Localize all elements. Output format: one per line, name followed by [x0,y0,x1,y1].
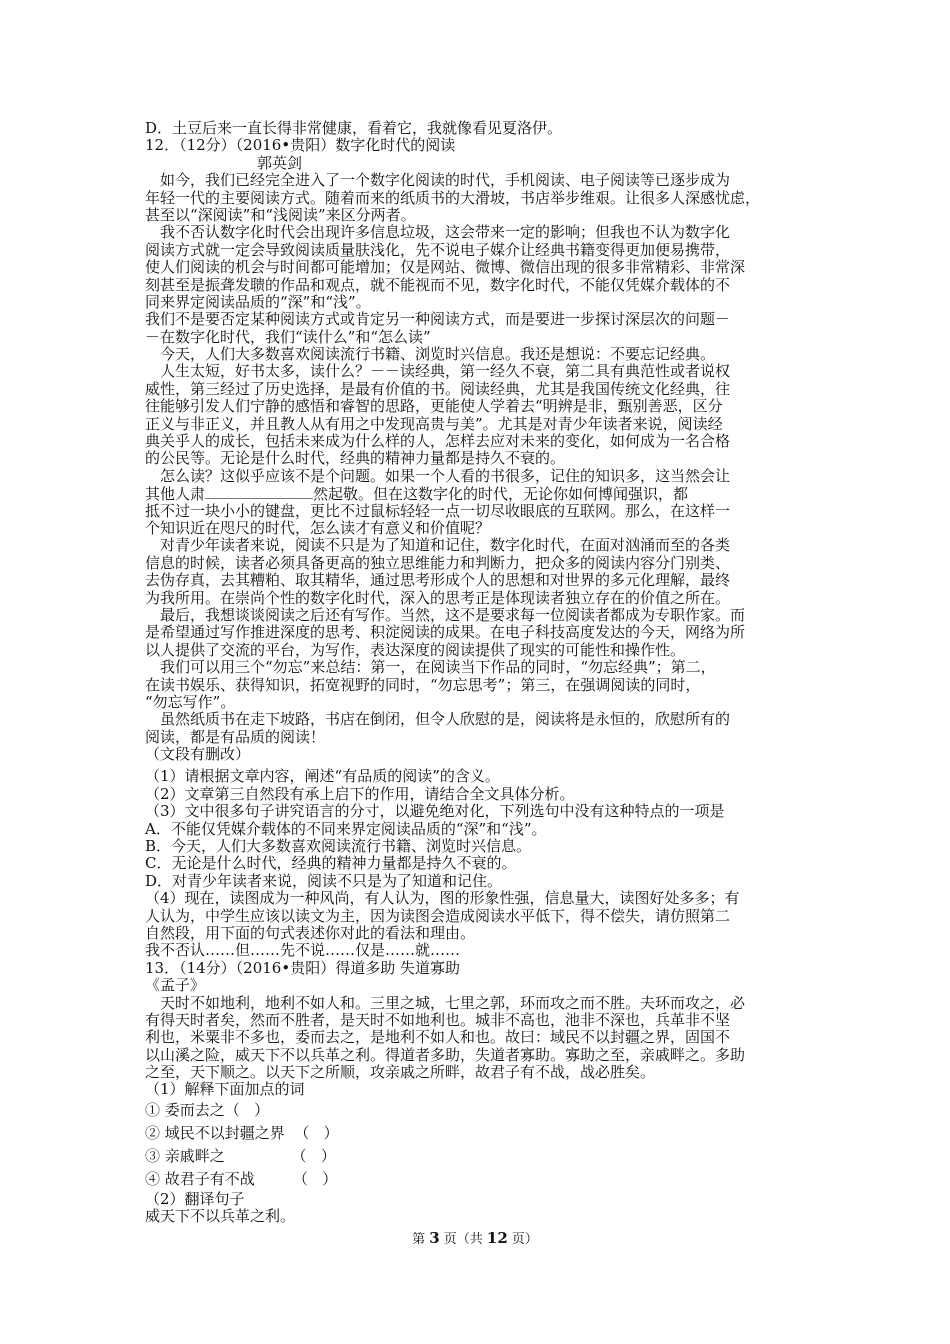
word-item: ④ 故君子有不战 （ ） [145,1169,338,1188]
word-item: ② 域民不以封疆之界 （ ） [145,1123,339,1142]
passage-line: 最后，我想谈谈阅读之后还有写作。当然，这不是要求每一位阅读者都成为专职作家。而 [160,605,746,624]
q12-author: 郭英剑 [257,153,303,172]
word-item: ③ 亲戚畔之 （ ） [145,1146,336,1165]
footer-middle: 页（共 [439,1232,487,1247]
option-a: A．不能仅凭媒介载体的不同来界定阅读品质的“深”和“浅”。 [145,819,547,838]
passage-line: 以山溪之险，威天下不以兵革之利。得道者多助，失道者寡助。寡助之至，亲戚畔之。多助 [145,1045,746,1064]
passage-line: 使人们阅读的机会与时间都可能增加；仅是网站、微博、微信出现的很多非常精彩、非常深 [145,258,746,277]
fill-in-blank [205,485,313,499]
page-footer [0,1228,950,1247]
passage-line: 正义与非正义，并且教人从有用之中发现高贵与美”。尤其是对青少年读者来说，阅读经 [145,414,723,433]
passage-line: 之至，天下顺之。以天下之所顺，攻亲戚之所畔，故君子有不战，战必胜矣。 [145,1063,656,1082]
passage-line: 今天，人们大多数喜欢阅读流行书籍、浏览时兴信息。我还是想说：不要忘记经典。 [160,345,716,364]
passage-line: 为我所用。在崇尚个性的数字化时代，深入的思考正是体现读者独立存在的价值之所在。 [145,588,731,607]
passage-line: 典关乎人的成长，包括未来成为什么样的人，怎样去应对未来的变化，如何成为一名合格 [145,432,731,451]
passage-line: 年轻一代的主要阅读方式。随着而来的纸质书的大滑坡，书店举步维艰。让很多人深感忧虑， [145,188,761,207]
passage-line: －在数字化时代，我们“读什么”和“怎么读” [145,327,431,346]
question-line: 自然段，用下面的句式表述你对此的看法和理由。 [145,923,476,942]
q13-sub1: （1）解释下面加点的词 [145,1080,305,1099]
passage-fragment: 其他人肃 [145,485,206,504]
passage-line: 在读书娱乐、获得知识，拓宽视野的同时，“勿忘思考”；第三，在强调阅读的同时， [145,675,701,694]
passage-line: 往能够引发人们宁静的感悟和睿智的思路，更能使人学着去“明辨是非，甄别善恶，区分 [145,397,723,416]
q11-option-d: D．土豆后来一直长得非常健康，看着它，我就像看见夏洛伊。 [145,119,563,137]
passage-line: 对青少年读者来说，阅读不只是为了知道和记住，数字化时代，在面对汹涌而至的各类 [160,536,731,555]
option-b: B．今天，人们大多数喜欢阅读流行书籍、浏览时兴信息。 [145,837,532,856]
q12-questions [145,768,810,959]
passage-note: （文段有删改） [145,745,251,764]
passage-line: 虽然纸质书在走下坡路，书店在倒闭，但令人欣慰的是，阅读将是永恒的，欣慰所有的 [160,710,731,729]
passage-line: 我们不是要否定某种阅读方式或肯定另一种阅读方式，而是要进一步探讨深层次的问题－ [145,310,731,329]
passage-line: “勿忘写作”。 [145,692,236,711]
q12-passage [145,172,810,763]
passage-line: 抵不过一块小小的键盘，更比不过鼠标轻轻一点一切尽收眼底的互联网。那么，在这样一 [145,501,731,520]
footer-suffix: 页） [507,1232,538,1247]
passage-line: 有得天时者矣，然而不胜者，是天时不如地利也。城非不高也，池非不深也，兵革非不坚 [145,1010,731,1029]
q13-translate-sentence: 威天下不以兵革之利。 [145,1207,296,1226]
question-line: （4）现在，读图成为一种风尚，有人认为，图的形象性强，信息量大，读图好处多多；有 [145,889,740,908]
passage-line: 怎么读？这似乎应该不是个问题。如果一个人看的书很多，记住的知识多，这当然会让 [160,466,731,485]
q13-sub2: （2）翻译句子 [145,1189,245,1208]
passage-line: 阅读方式就一定会导致阅读质量肤浅化，先不说电子媒介让经典书籍变得更加便易携带， [145,240,731,259]
passage-line: 如今，我们已经完全进入了一个数字化阅读的时代，手机阅读、电子阅读等已逐步成为 [160,171,731,190]
passage-fragment: 然起敬。但在这数字化的时代，无论你如何博闻强识，都 [313,485,689,504]
footer-prefix: 第 [412,1232,430,1247]
option-d: D．对青少年读者来说，阅读不只是为了知道和记住。 [145,871,503,890]
passage-line: 天时不如地利，地利不如人和。三里之城，七里之郭，环而攻之而不胜。夫环而攻之，必 [160,993,746,1012]
passage-line: 甚至以“深阅读”和“浅阅读”来区分两者。 [145,205,416,224]
current-page-number: 3 [429,1229,440,1247]
word-item: ① 委而去之（ ） [145,1100,270,1119]
passage-line: 人生太短，好书太多，读什么？－－读经典，第一经久不衰，第二具有典范性或者说权 [160,362,731,381]
passage-line: 阅读，都是有品质的阅读！ [145,727,326,746]
passage-line: 威性，第三经过了历史选择，是最有价值的书。阅读经典，尤其是我国传统文化经典，往 [145,379,731,398]
q13-title: 13．（14分）（2016•贵阳）得道多助 失道寡助 [145,958,460,977]
question-line: （1）请根据文章内容，阐述“有品质的阅读”的含义。 [145,767,500,786]
passage-line: 去伪存真，去其糟粕、取其精华，通过思考形成个人的思想和对世界的多元化理解，最终 [145,571,731,590]
question-line: 人认为，中学生应该以读文为主，因为读图会造成阅读水平低下，得不偿失，请仿照第二 [145,906,731,925]
passage-line: 利也，米粟非不多也，委而去之，是地利不如人和也。故曰：域民不以封疆之界，固国不 [145,1028,731,1047]
q13-source: 《孟子》 [145,976,206,995]
question-line: （3）文中很多句子讲究语言的分寸，以避免绝对化，下列选句中没有这种特点的一项是 [145,802,725,821]
passage-line: 以人提供了交流的平台，为写作，表达深度的阅读提供了现实的可能性和操作性。 [145,640,686,659]
total-page-count: 12 [486,1229,508,1247]
q13-passage [145,995,810,1082]
sentence-pattern: 我不否认……但……先不说……仅是……就…… [145,941,461,960]
passage-line: 同来界定阅读品质的“深”和“浅”。 [145,292,371,311]
passage-line: 个知识近在咫尺的时代，怎么读才有意义和价值呢？ [145,518,491,537]
question-line: （2）文章第三自然段有承上启下的作用，请结合全文具体分析。 [145,784,575,803]
page-content [145,120,810,1226]
passage-line: 信息的时候，读者必须具备更高的独立思维能力和判断力，把众多的阅读内容分门别类、 [145,553,731,572]
passage-line: 的公民等。无论是什么时代，经典的精神力量都是持久不衰的。 [145,449,566,468]
passage-line: 我不否认数字化时代会出现许多信息垃圾，这会带来一定的影响；但我也不认为数字化 [160,223,731,242]
passage-line: 是希望通过写作推进深度的思考、积淀阅读的成果。在电子科技高度发达的今天，网络为所 [145,623,746,642]
passage-line: 刻甚至是振聋发聩的作品和观点，就不能视而不见，数字化时代，不能仅凭媒介载体的不 [145,275,731,294]
passage-line-with-blank [145,485,810,502]
q12-title: 12．（12分）（2016•贵阳）数字化时代的阅读 [145,136,456,155]
passage-line: 我们可以用三个“勿忘”来总结：第一，在阅读当下作品的同时，“勿忘经典”；第二， [160,658,716,677]
option-c: C．无论是什么时代，经典的精神力量都是持久不衰的。 [145,854,517,873]
